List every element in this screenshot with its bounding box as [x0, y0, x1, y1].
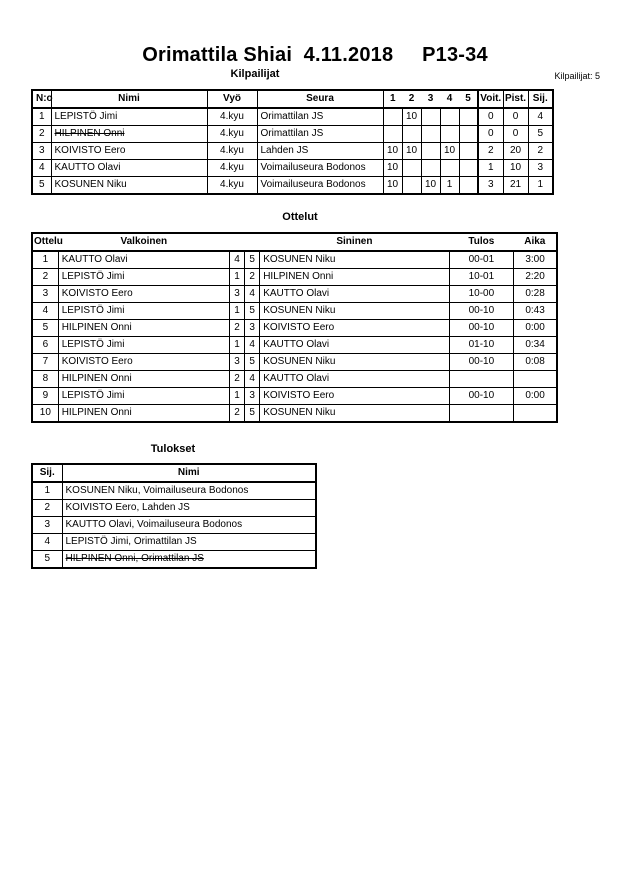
match-result: 10-00: [449, 286, 513, 303]
results-heading: Tulokset: [150, 443, 196, 455]
match-white-number: 1: [229, 388, 244, 405]
result-place: 5: [32, 551, 62, 569]
match-no: 7: [32, 354, 58, 371]
result-row: [32, 551, 316, 569]
competitor-round-score: 1: [440, 177, 459, 195]
match-white-number: 1: [229, 303, 244, 320]
competitor-belt: 4.kyu: [207, 177, 257, 195]
col-header-match-no: Ottelu: [32, 233, 58, 251]
competitor-round-score: [421, 143, 440, 160]
competitor-name: KOSUNEN Niku: [51, 177, 207, 195]
competitor-points: 0: [503, 126, 528, 143]
match-time: 0:08: [514, 354, 557, 371]
match-result: [449, 371, 513, 388]
competitor-round-score: [459, 177, 478, 195]
match-no: 10: [32, 405, 58, 423]
result-row: [32, 534, 316, 551]
competitor-row: [32, 177, 553, 195]
col-header-points: Pist.: [503, 90, 528, 108]
col-header-round-2: 2: [408, 93, 415, 104]
competitor-row: [32, 143, 553, 160]
result-place: 1: [32, 482, 62, 500]
competitor-round-score: [459, 143, 478, 160]
competitor-round-score: [402, 160, 421, 177]
match-white-name: KOIVISTO Eero: [58, 286, 229, 303]
match-time: [514, 371, 557, 388]
match-white-name: LEPISTÖ Jimi: [58, 388, 229, 405]
result-place: 2: [32, 500, 62, 517]
match-time: 2:20: [514, 269, 557, 286]
match-blue-number: 4: [245, 337, 260, 354]
competitor-round-score: [421, 108, 440, 126]
match-row: [32, 269, 557, 286]
match-white-number: 3: [229, 354, 244, 371]
col-header-time: Aika: [524, 236, 546, 247]
match-no: 1: [32, 251, 58, 269]
competitor-round-score: [459, 126, 478, 143]
col-header-result-place: Sij.: [32, 464, 62, 482]
match-time: 0:34: [514, 337, 557, 354]
competitor-round-score: 10: [421, 177, 440, 195]
match-white-number: 1: [229, 269, 244, 286]
match-time: 0:28: [514, 286, 557, 303]
match-white-name: HILPINEN Onni: [58, 371, 229, 388]
match-blue-name: KOSUNEN Niku: [260, 405, 449, 423]
match-white-name: HILPINEN Onni: [58, 320, 229, 337]
match-blue-number: 3: [245, 388, 260, 405]
match-no: 8: [32, 371, 58, 388]
col-header-place: Sij.: [528, 90, 553, 108]
col-header-name: Nimi: [51, 90, 207, 108]
competitor-club: Lahden JS: [257, 143, 383, 160]
competitor-club: Orimattilan JS: [257, 126, 383, 143]
col-header-blue: Sininen: [336, 236, 373, 247]
competitor-club: Orimattilan JS: [257, 108, 383, 126]
match-time: 0:00: [514, 388, 557, 405]
competitor-no: 2: [32, 126, 51, 143]
competitor-no: 3: [32, 143, 51, 160]
competitor-round-score: [383, 108, 402, 126]
result-name: KAUTTO Olavi, Voimailuseura Bodonos: [62, 517, 316, 534]
match-blue-number: 2: [245, 269, 260, 286]
competitor-round-score: [440, 160, 459, 177]
competitor-round-score: [421, 160, 440, 177]
competitor-wins: 1: [478, 160, 503, 177]
match-white-name: LEPISTÖ Jimi: [58, 337, 229, 354]
competitor-round-score: [459, 108, 478, 126]
match-white-name: LEPISTÖ Jimi: [58, 303, 229, 320]
competitor-round-score: 10: [440, 143, 459, 160]
result-row: [32, 500, 316, 517]
col-header-round-1: 1: [389, 93, 396, 104]
competitor-points: 20: [503, 143, 528, 160]
match-blue-name: KOSUNEN Niku: [260, 303, 449, 320]
matches-header-row: [32, 233, 557, 251]
competitor-round-score: 10: [383, 143, 402, 160]
result-row: [32, 517, 316, 534]
match-blue-name: KOIVISTO Eero: [260, 388, 449, 405]
competitor-place: 3: [528, 160, 553, 177]
match-blue-number: 4: [245, 371, 260, 388]
competitor-round-score: [459, 160, 478, 177]
col-header-round-4: 4: [446, 93, 453, 104]
competitor-round-score: [421, 126, 440, 143]
competitor-row: [32, 126, 553, 143]
match-result: 00-10: [449, 320, 513, 337]
col-header-no: N:o: [32, 90, 51, 108]
match-no: 3: [32, 286, 58, 303]
competitor-row: [32, 160, 553, 177]
match-blue-number: 5: [245, 354, 260, 371]
match-white-name: HILPINEN Onni: [58, 405, 229, 423]
match-time: [514, 405, 557, 423]
match-blue-name: KOSUNEN Niku: [260, 354, 449, 371]
match-result: 00-10: [449, 388, 513, 405]
match-blue-name: KAUTTO Olavi: [260, 337, 449, 354]
page-title: Orimattila Shiai 4.11.2018 P13-34: [142, 44, 488, 66]
competitor-name: KAUTTO Olavi: [51, 160, 207, 177]
col-header-white: Valkoinen: [120, 236, 168, 247]
result-place: 3: [32, 517, 62, 534]
match-white-number: 1: [229, 337, 244, 354]
result-place: 4: [32, 534, 62, 551]
competitor-place: 5: [528, 126, 553, 143]
match-white-number: 3: [229, 286, 244, 303]
match-white-name: LEPISTÖ Jimi: [58, 269, 229, 286]
match-blue-number: 5: [245, 251, 260, 269]
match-blue-name: KAUTTO Olavi: [260, 286, 449, 303]
col-header-result: Tulos: [468, 236, 495, 247]
match-row: [32, 337, 557, 354]
competitors-header-row: [32, 90, 553, 108]
competitor-place: 4: [528, 108, 553, 126]
match-row: [32, 286, 557, 303]
col-header-round-3: 3: [427, 93, 434, 104]
competitor-points: 0: [503, 108, 528, 126]
match-row: [32, 388, 557, 405]
competitor-no: 1: [32, 108, 51, 126]
match-result: 00-10: [449, 354, 513, 371]
match-white-number: 2: [229, 405, 244, 423]
col-header-wins: Voit.: [478, 90, 503, 108]
match-blue-name: KAUTTO Olavi: [260, 371, 449, 388]
competitor-place: 2: [528, 143, 553, 160]
competitor-round-score: 10: [402, 108, 421, 126]
col-header-belt: Vyö: [207, 90, 257, 108]
match-row: [32, 320, 557, 337]
match-no: 9: [32, 388, 58, 405]
competitor-round-score: [402, 126, 421, 143]
competitor-no: 4: [32, 160, 51, 177]
competitor-name: KOIVISTO Eero: [51, 143, 207, 160]
match-time: 0:43: [514, 303, 557, 320]
match-result: 01-10: [449, 337, 513, 354]
result-row: [32, 482, 316, 500]
competitor-name: LEPISTÖ Jimi: [51, 108, 207, 126]
match-white-name: KOIVISTO Eero: [58, 354, 229, 371]
match-blue-number: 4: [245, 286, 260, 303]
match-result: 10-01: [449, 269, 513, 286]
col-header-round-5: 5: [465, 93, 471, 104]
match-result: 00-01: [449, 251, 513, 269]
match-result: 00-10: [449, 303, 513, 320]
competitor-round-score: 10: [383, 160, 402, 177]
competitor-round-score: [440, 126, 459, 143]
match-no: 4: [32, 303, 58, 320]
match-row: [32, 251, 557, 269]
match-white-number: 4: [229, 251, 244, 269]
match-result: [449, 405, 513, 423]
match-white-number: 2: [229, 371, 244, 388]
competitor-row: [32, 108, 553, 126]
match-blue-name: KOIVISTO Eero: [260, 320, 449, 337]
competitor-name: HILPINEN Onni: [51, 126, 207, 143]
competitor-wins: 3: [478, 177, 503, 195]
competitor-club: Voimailuseura Bodonos: [257, 177, 383, 195]
competitor-wins: 2: [478, 143, 503, 160]
competitor-round-score: 10: [402, 143, 421, 160]
competitor-belt: 4.kyu: [207, 108, 257, 126]
match-row: [32, 405, 557, 423]
competitor-round-score: [402, 177, 421, 195]
competitor-place: 1: [528, 177, 553, 195]
match-blue-number: 5: [245, 405, 260, 423]
match-white-number: 2: [229, 320, 244, 337]
match-row: [32, 371, 557, 388]
competitor-points: 10: [503, 160, 528, 177]
match-blue-name: HILPINEN Onni: [260, 269, 449, 286]
match-no: 2: [32, 269, 58, 286]
competitor-belt: 4.kyu: [207, 126, 257, 143]
match-time: 0:00: [514, 320, 557, 337]
match-blue-number: 5: [245, 303, 260, 320]
result-name: HILPINEN Onni, Orimattilan JS: [62, 551, 316, 569]
result-name: KOSUNEN Niku, Voimailuseura Bodonos: [62, 482, 316, 500]
competitor-belt: 4.kyu: [207, 160, 257, 177]
match-no: 6: [32, 337, 58, 354]
competitors-table: [31, 89, 554, 195]
competitor-round-score: [383, 126, 402, 143]
match-blue-name: KOSUNEN Niku: [260, 251, 449, 269]
competitor-belt: 4.kyu: [207, 143, 257, 160]
matches-heading: Ottelut: [282, 211, 318, 223]
competitor-round-score: 10: [383, 177, 402, 195]
match-white-name: KAUTTO Olavi: [58, 251, 229, 269]
results-header-row: [32, 464, 316, 482]
competitor-no: 5: [32, 177, 51, 195]
competitor-club: Voimailuseura Bodonos: [257, 160, 383, 177]
match-time: 3:00: [514, 251, 557, 269]
match-blue-number: 3: [245, 320, 260, 337]
matches-table: [31, 232, 558, 423]
competitor-points: 21: [503, 177, 528, 195]
col-header-club: Seura: [257, 90, 383, 108]
competitor-wins: 0: [478, 126, 503, 143]
match-no: 5: [32, 320, 58, 337]
match-row: [32, 303, 557, 320]
result-name: KOIVISTO Eero, Lahden JS: [62, 500, 316, 517]
col-header-result-name: Nimi: [62, 464, 316, 482]
competitors-heading: Kilpailijat: [230, 68, 280, 80]
competitor-wins: 0: [478, 108, 503, 126]
results-table: [31, 463, 317, 569]
competitor-round-score: [440, 108, 459, 126]
match-row: [32, 354, 557, 371]
result-name: LEPISTÖ Jimi, Orimattilan JS: [62, 534, 316, 551]
competitor-count: Kilpailijat: 5: [554, 71, 600, 81]
